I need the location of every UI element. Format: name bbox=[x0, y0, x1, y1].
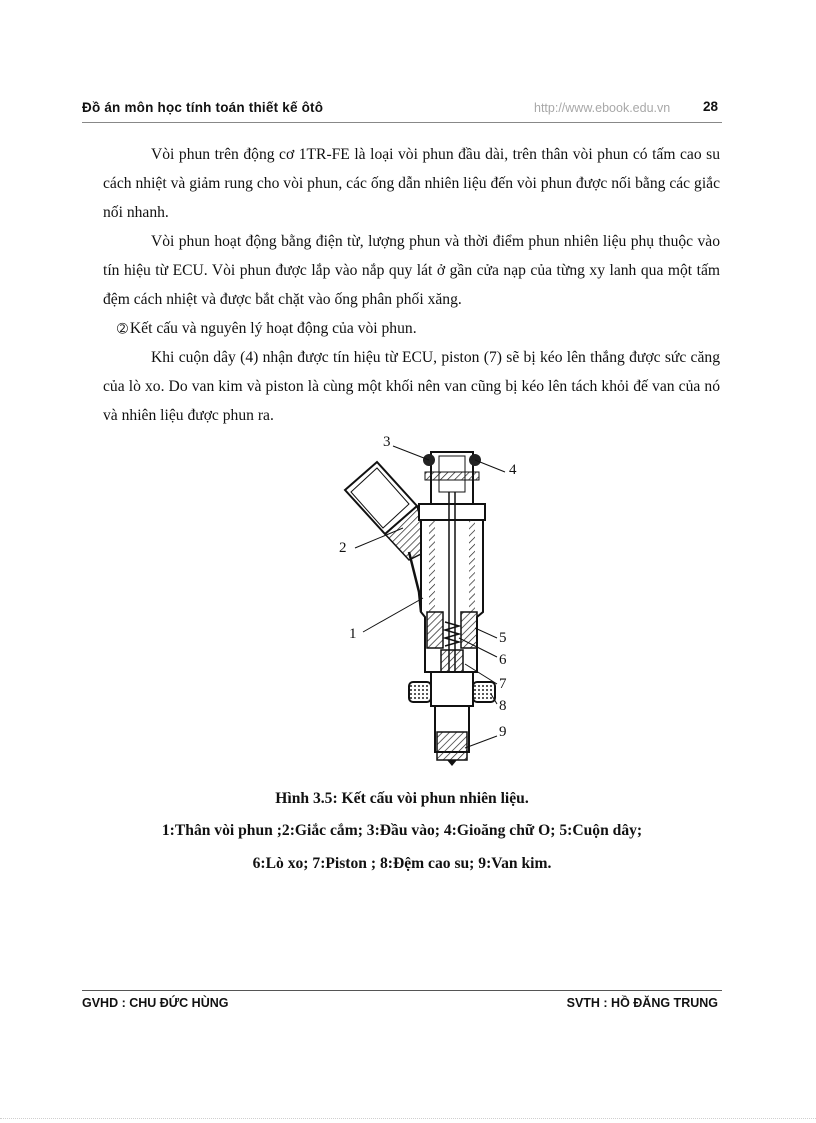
label-8: 8 bbox=[499, 698, 507, 714]
connector-part bbox=[345, 462, 429, 612]
figure-caption-title: Hình 3.5: Kết cấu vòi phun nhiên liệu. bbox=[275, 790, 529, 807]
needle-valve-part bbox=[435, 706, 469, 766]
header-url: http://www.ebook.edu.vn bbox=[534, 101, 671, 115]
label-5: 5 bbox=[499, 630, 507, 646]
label-4: 4 bbox=[509, 462, 517, 478]
header-title: Đồ án môn học tính toán thiết kế ôtô bbox=[82, 100, 324, 115]
label-3: 3 bbox=[383, 434, 391, 450]
section-heading bbox=[103, 314, 720, 343]
footer-divider bbox=[82, 990, 722, 991]
paragraph-1: Vòi phun trên động cơ 1TR-FE là loại vòi phun đầu dài, trên thân vòi phun có tấm cao su cách nhiệt và giảm rung cho vòi phun, các ống dẫn nhiên liệu đến vòi phun được nối bằng các giắc nối nhanh. bbox=[103, 146, 720, 221]
rubber-seal-part bbox=[409, 672, 495, 706]
page-number: 28 bbox=[703, 99, 719, 114]
body-text bbox=[103, 140, 720, 430]
footer-supervisor: GVHD : CHU ĐỨC HÙNG bbox=[82, 996, 229, 1010]
figure-caption-line-2: 6:Lò xo; 7:Piston ; 8:Đệm cao su; 9:Van kim. bbox=[252, 855, 552, 872]
label-6: 6 bbox=[499, 652, 507, 668]
injector-diagram bbox=[325, 432, 545, 782]
section-heading-text: Kết cấu và nguyên lý hoạt động của vòi phun. bbox=[129, 320, 417, 337]
inlet-part bbox=[419, 452, 485, 520]
label-1: 1 bbox=[349, 626, 357, 642]
header-divider bbox=[82, 122, 722, 123]
paragraph-2: Vòi phun hoạt động bằng điện từ, lượng phun và thời điểm phun nhiên liệu phụ thuộc vào tín hiệu từ ECU. Vòi phun được lắp vào nắp quy lát ở gần cửa nạp của từng xy lanh qua một tấm đệm cách nhiệt và được bắt chặt vào ống phân phối xăng. bbox=[103, 233, 720, 308]
page-bottom-edge bbox=[0, 1118, 816, 1119]
footer-student: SVTH : HỒ ĐĂNG TRUNG bbox=[566, 996, 718, 1010]
figure-caption-line-1: 1:Thân vòi phun ;2:Giắc cắm; 3:Đầu vào; 4:Gioăng chữ O; 5:Cuộn dây; bbox=[161, 822, 643, 839]
label-2: 2 bbox=[339, 540, 347, 556]
circled-bullet-icon: ➁ bbox=[117, 321, 128, 336]
label-7: 7 bbox=[499, 676, 507, 692]
paragraph-3: Khi cuộn dây (4) nhận được tín hiệu từ ECU, piston (7) sẽ bị kéo lên thắng được sức căng của lò xo. Do van kim và piston là cùng một khối nên van cũng bị kéo lên tách khỏi đế van của nó và nhiên liệu được phun ra. bbox=[103, 349, 720, 424]
label-9: 9 bbox=[499, 724, 507, 740]
